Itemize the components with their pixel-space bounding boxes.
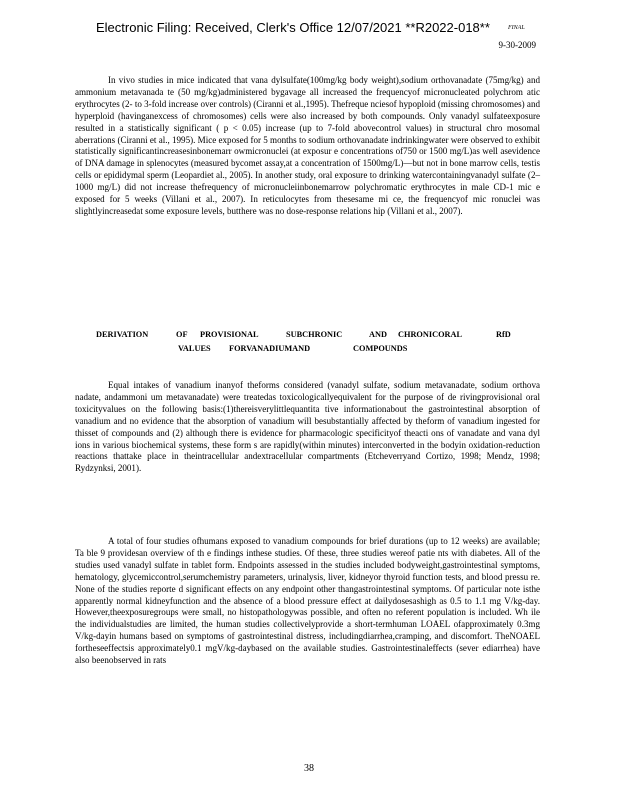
heading-word: OF: [176, 330, 188, 339]
paragraph-in-vivo-studies: In vivo studies in mice indicated that vana dylsulfate(100mg/kg body weight),sodium orthovanadate (75mg/kg) and ammonium metavanada te (50 mg/kg)administered bygavage all increased the frequencyof micronucleated polychrom atic erythrocytes (2- to 3-fold increase over controls) (Ciranni et al.,1995). Thefreque nciesof hypoploid (missing chromosomes) and hyperploid (havinganexcess of chromosomes) cells were also increased by both compounds. Only vanadyl sulfateexposure resulted in a statistically significant ( p < 0.05) increase (up to 7-fold abovecontrol values) in structural chro mosomal aberrations (Ciranni et al., 1995). Mice exposed for 5 months to sodium orthovanadate indrinkingwater were observed to exhibit statistically significantincreasesinbonemarr owmicronuclei (at exposur e concentrations of750 or 1500 mg/L)as well asevidence of DNA damage in splenocytes (measured bycomet assay,at a concentration of 1500mg/L)—but not in bone marrow cells, testis cells or epididymal sperm (Leopardiet al., 2005). In another study, oral exposure to drinking watercontainingvanadyl sulfate (2–1000 mg/L) did not increase thefrequency of micronucleiinbonemarrow polychromatic erythrocytes in male CD-1 mic e exposed for 5 weeks (Villani et al., 2007). In reticulocytes from thesesame mi ce, the frequencyof mic ronuclei was slightlyincreasedat some exposure levels, butthere was no dose-response relations hip (Villani et al., 2007).: [75, 75, 540, 216]
heading-word: RfD: [496, 330, 511, 339]
heading-word: FORVANADIUMAND: [229, 344, 311, 353]
heading-word: DERIVATION: [96, 330, 149, 339]
paragraph-human-studies: A total of four studies ofhumans exposed to vanadium compounds for brief durations (up to 12 weeks) are available; Ta ble 9 providesan overview of th e findings inthese studies. Of these, three studies wereof patie nts with diabetes. All of the studies used vanadyl sulfate in tablet form. Endpoints assessed in the studies included bodyweight,gastrointestinal symptoms, hematology, glycemiccontrol,serumchemistry parameters, urinalysis, liver, kidneyor thyroid function tests, and blood pressu re. None of the studies reporte d significant effects on any endpoint other thangastrointestinal symptoms. Of particular note isthe apparently normal kidneyfunction and the absence of a blood pressure effect at dailydosesashigh as 0.5 to 1.1 mg V/kg-day. However,theexposuregroups were small, no histopathologywas possible, and often no referent population is included. Wh ile the individualstudies are limited, the human studies collectivelyprovide a short-termhuman LOAEL ofapproximately 0.3mg V/kg-dayin humans based on symptoms of gastrointestinal distress, includingdiarrhea,cramping, and discomfort. TheNOAEL fortheseeffectsis approximately0.1 mgV/kg-daybased on the available studies. Gastrointestinaleffects (sever ediarrhea) have also beenobserved in rats: [75, 536, 540, 666]
final-mark: FINAL: [508, 25, 525, 31]
document-date: 9-30-2009: [498, 40, 536, 50]
heading-word: VALUES: [178, 344, 211, 353]
paragraph-equal-intakes: Equal intakes of vanadium inanyof theforms considered (vanadyl sulfate, sodium metavanadate, sodium orthova nadate, andammoni um metavanadate) were treatedas toxicologicallyequivalent for the purpose of de rivingprovisional oral toxicityvalues on the following basis:(1)thereisverylittlequantita tive informationabout the gastrointestinal absorption of vanadium and no evidence that the absorption of vanadium will besubstantially affected by theform of vanadium ingested for thisset of compounds and (2) although there is evidence for pharmacologic specificityof theacti ons of vanadate and vana dyl ions in various biochemical systems, these form s are rapidly(within minutes) interconverted in the bodyin oxidation-reduction reactions thattake place in theintracellular andextracellular compartments (Etcheverryand Cortizo, 1998; Mendz, 1998; Rydzynksi, 2001).: [75, 380, 540, 474]
heading-word: COMPOUNDS: [353, 344, 408, 353]
heading-word: PROVISIONAL: [200, 330, 259, 339]
heading-word: AND: [369, 330, 387, 339]
heading-word: SUBCHRONIC: [286, 330, 343, 339]
page-number: 38: [304, 763, 314, 774]
electronic-filing-header: Electronic Filing: Received, Clerk's Office 12/07/2021 **R2022-018**: [96, 20, 490, 35]
heading-word: CHRONICORAL: [398, 330, 463, 339]
